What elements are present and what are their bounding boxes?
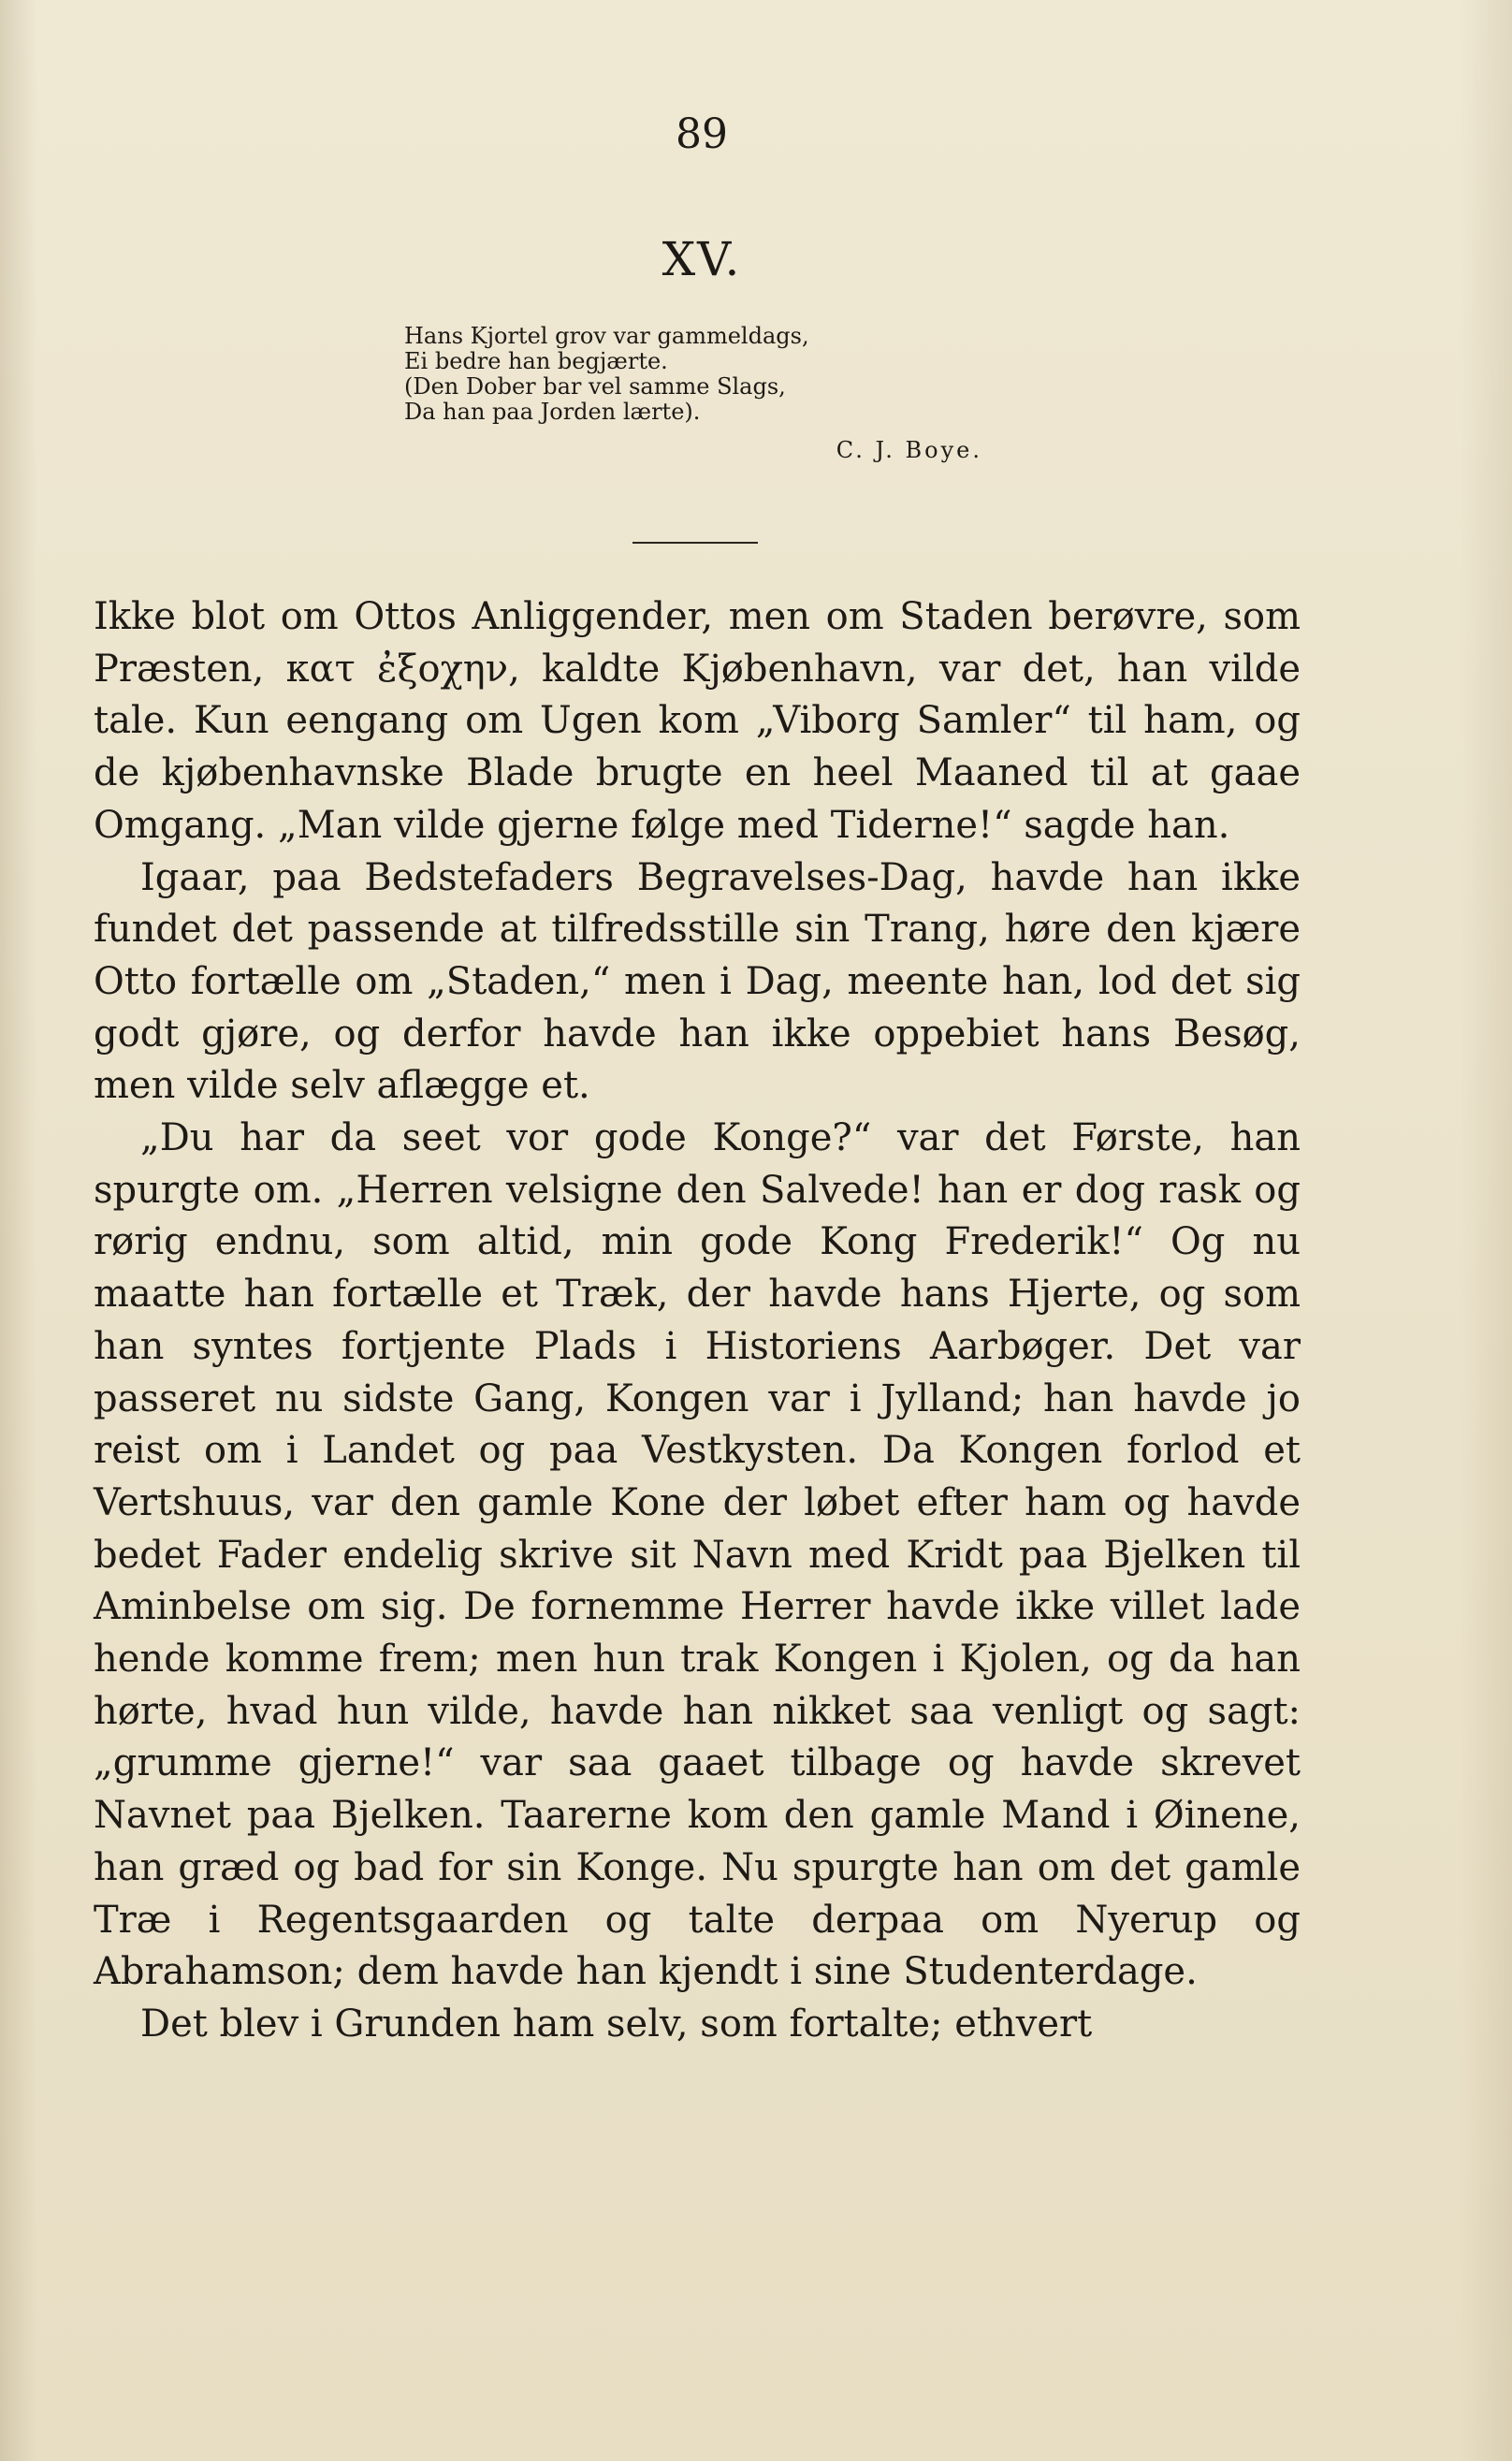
- paragraph: Ikke blot om Ottos Anliggender, men om Staden berøvre, som Præsten, κατ ἐξοχην, kaldte Kjøbenhavn, var det, han vilde tale. Kun eengang om Ugen kom „Viborg Samler“ til ham, og de kjøbenhavnske Blade brugte en heel Maaned til at gaae Omgang. „Man vilde gjerne følge med Tiderne!“ sagde han.: [94, 595, 1301, 847]
- epigraph-line: Ei bedre han begjærte.: [404, 348, 668, 374]
- paragraph: „Du har da seet vor gode Konge?“ var det Første, han spurgte om. „Herren velsigne den Salvede! han er dog rask og rørig endnu, som altid, min gode Kong Frederik!“ Og nu maatte han fortælle et Træk, der havde hans Hjerte, og som han syntes fortjente Plads i Historiens Aarbøger. Det var passeret nu sidste Gang, Kongen var i Jylland; han havde jo reist om i Landet og paa Vestkysten. Da Kongen forlod et Vertshuus, var den gamle Kone der løbet efter ham og havde bedet Fader endelig skrive sit Navn med Kridt paa Bjelken til Aminbelse om sig. De fornemme Herrer havde ikke villet lade hende komme frem; men hun trak Kongen i Kjolen, og da han hørte, hvad hun vilde, havde han nikket saa venligt og sagt: „grumme gjerne!“ var saa gaaet tilbage og havde skrevet Navnet paa Bjelken. Taarerne kom den gamle Mand i Øinene, han græd og bad for sin Konge. Nu spurgte han om det gamle Træ i Regentsgaarden og talte derpaa om Nyerup og Abrahamson; dem havde han kjendt i sine Studenterdage.: [94, 1116, 1301, 1994]
- epigraph-line: Da han paa Jorden lærte).: [404, 399, 701, 425]
- chapter-heading: XV.: [662, 232, 742, 286]
- paragraph: Det blev i Grunden ham selv, som fortalte; ethvert: [140, 2002, 1093, 2046]
- epigraph-author: C. J. Boye.: [836, 437, 982, 463]
- epigraph: [404, 324, 1003, 463]
- page-number: 89: [676, 110, 728, 158]
- epigraph-line: Hans Kjortel grov var gammeldags,: [404, 323, 809, 349]
- paragraph: Igaar, paa Bedstefaders Begravelses-Dag, havde han ikke fundet det passende at tilfredsstille sin Trang, høre den kjære Otto fortælle om „Staden,“ men i Dag, meente han, lod det sig godt gjøre, og derfor havde han ikke oppebiet hans Besøg, men vilde selv aflægge et.: [94, 855, 1301, 1108]
- epigraph-line: (Den Dober bar vel samme Slags,: [404, 373, 786, 400]
- section-divider: [632, 542, 758, 544]
- body-text: [94, 591, 1301, 2051]
